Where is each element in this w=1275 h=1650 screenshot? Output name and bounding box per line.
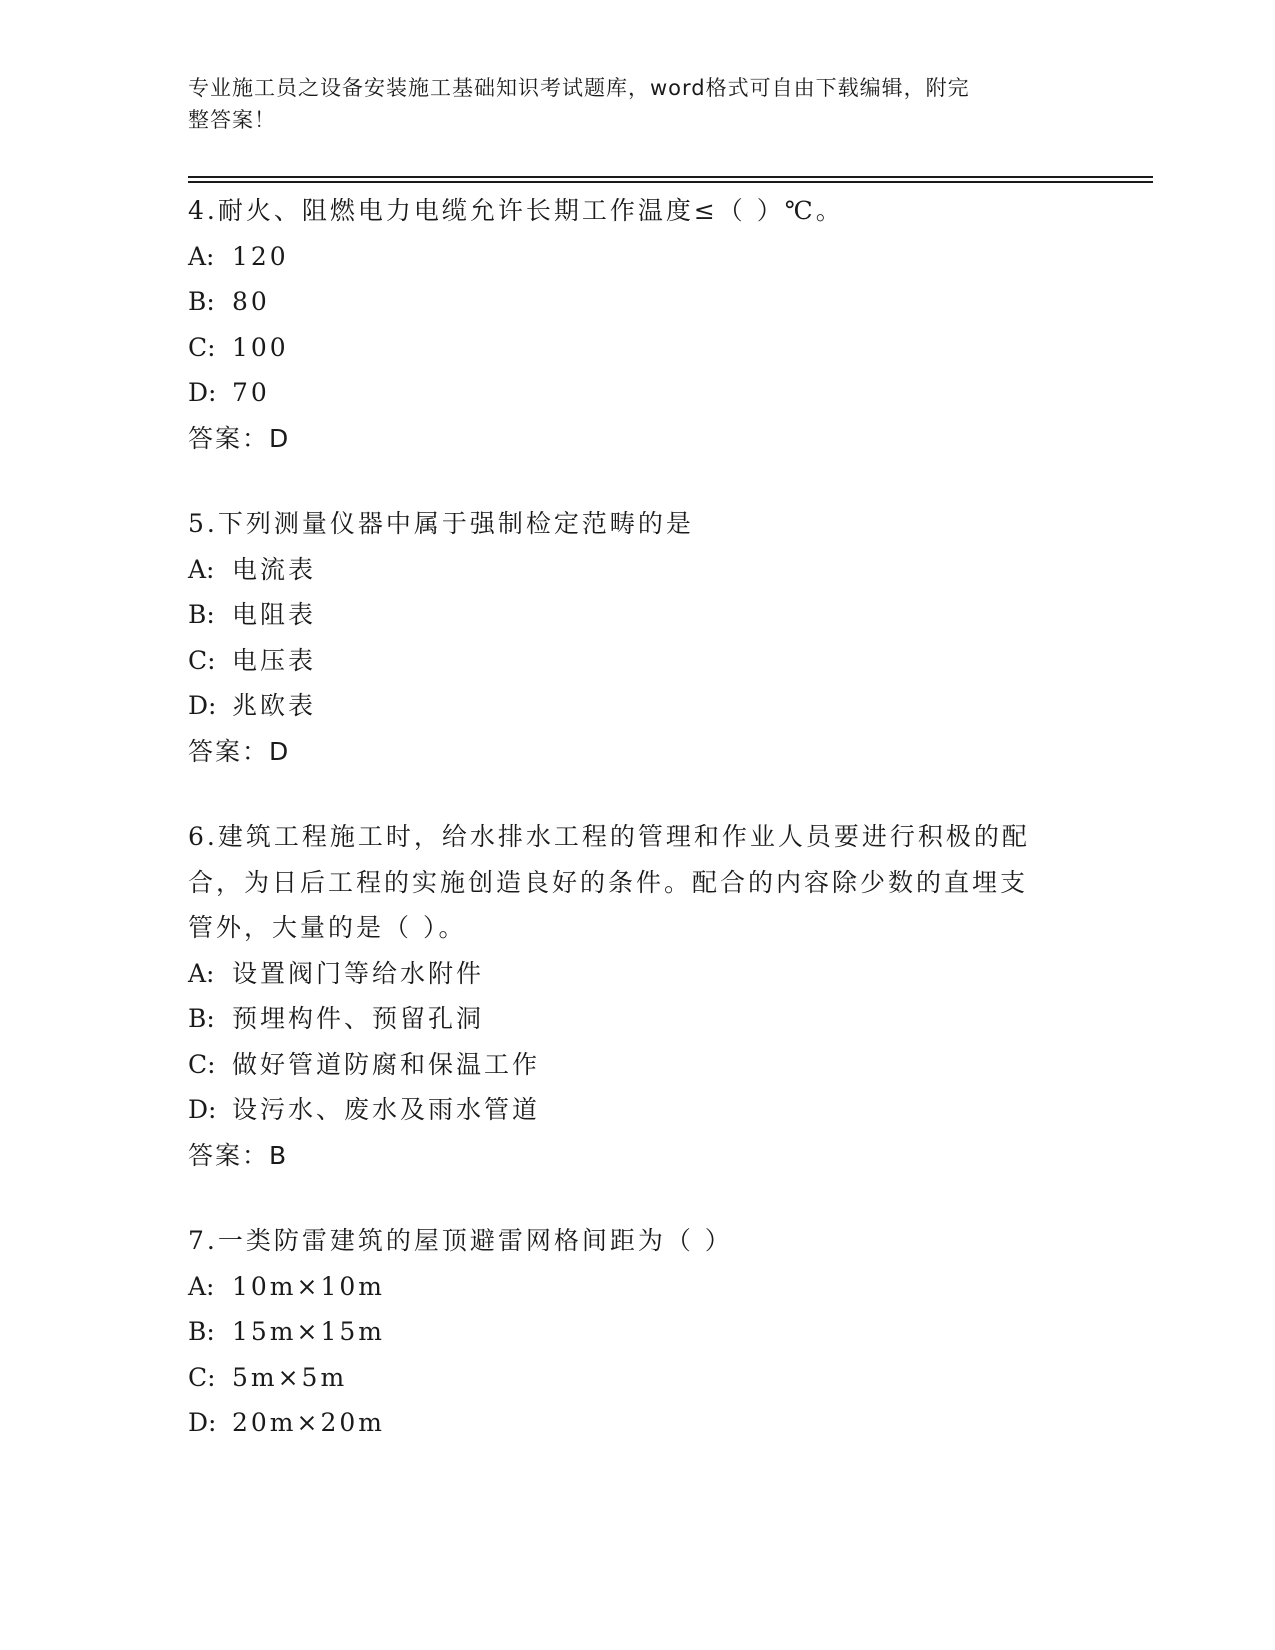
question-stem: 7.一类防雷建筑的屋顶避雷网格间距为（ ） (188, 1226, 733, 1255)
option-key: D: (188, 1408, 217, 1437)
option-c (188, 1042, 1088, 1088)
header-line-2: 整答案！ (188, 108, 276, 132)
option-key: B: (188, 1317, 215, 1346)
document-header (188, 72, 1068, 136)
option-b (188, 1309, 1088, 1355)
option-key: A: (188, 241, 215, 271)
header-line-1: 专业施工员之设备安装施工基础知识考试题库，word格式可自由下载编辑，附完 (188, 76, 970, 100)
option-d (188, 683, 1088, 729)
option-text: 预埋构件、预留孔洞 (232, 1004, 485, 1033)
option-a (188, 951, 1088, 997)
option-key: C: (188, 1049, 216, 1079)
option-c (188, 1355, 1088, 1401)
option-text: 100 (232, 332, 289, 362)
option-b (188, 279, 1088, 325)
question-6 (188, 814, 1088, 1178)
option-key: D: (188, 691, 217, 720)
option-text: 10m×10m (232, 1271, 385, 1301)
option-c (188, 325, 1088, 371)
answer: 答案：D (188, 736, 291, 766)
option-text: 做好管道防腐和保温工作 (232, 1049, 541, 1079)
question-stem: 4.耐火、阻燃电力电缆允许长期工作温度≤（ ）℃。 (188, 196, 844, 225)
option-key: D: (188, 1095, 217, 1124)
option-text: 设置阀门等给水附件 (232, 958, 485, 988)
question-stem-line-3: 管外，大量的是（ ）。 (188, 913, 467, 942)
option-key: D: (188, 378, 217, 407)
question-4 (188, 188, 1088, 461)
option-d (188, 370, 1088, 416)
option-a (188, 234, 1088, 280)
option-key: C: (188, 332, 216, 362)
header-divider-top (188, 176, 1153, 178)
question-7 (188, 1218, 1088, 1446)
option-text: 电阻表 (232, 600, 317, 629)
option-d (188, 1087, 1088, 1133)
question-list (188, 188, 1088, 1486)
option-b (188, 592, 1088, 638)
answer: 答案：B (188, 1140, 289, 1170)
option-d (188, 1400, 1088, 1446)
option-key: B: (188, 287, 215, 316)
option-text: 电压表 (232, 645, 317, 675)
option-a (188, 1264, 1088, 1310)
option-text: 70 (232, 378, 270, 407)
option-text: 15m×15m (232, 1317, 385, 1346)
option-text: 设污水、废水及雨水管道 (232, 1095, 541, 1124)
option-key: A: (188, 958, 215, 988)
question-stem-line-2: 合，为日后工程的实施创造良好的条件。配合的内容除少数的直埋支 (188, 867, 1029, 897)
option-key: B: (188, 600, 215, 629)
option-b (188, 996, 1088, 1042)
option-text: 电流表 (232, 554, 317, 584)
option-text: 80 (232, 287, 270, 316)
option-key: C: (188, 645, 216, 675)
option-key: C: (188, 1362, 216, 1392)
option-key: A: (188, 1271, 215, 1301)
question-stem-line-1: 6.建筑工程施工时，给水排水工程的管理和作业人员要进行积极的配 (188, 822, 1030, 851)
question-stem: 5.下列测量仪器中属于强制检定范畴的是 (188, 509, 694, 538)
option-text: 20m×20m (232, 1408, 385, 1437)
option-c (188, 638, 1088, 684)
option-key: A: (188, 554, 215, 584)
option-text: 120 (232, 241, 289, 271)
header-divider-bottom (188, 181, 1153, 183)
option-key: B: (188, 1004, 215, 1033)
option-a (188, 547, 1088, 593)
question-5 (188, 501, 1088, 774)
option-text: 5m×5m (232, 1362, 348, 1392)
answer: 答案：D (188, 423, 291, 453)
option-text: 兆欧表 (232, 691, 317, 720)
